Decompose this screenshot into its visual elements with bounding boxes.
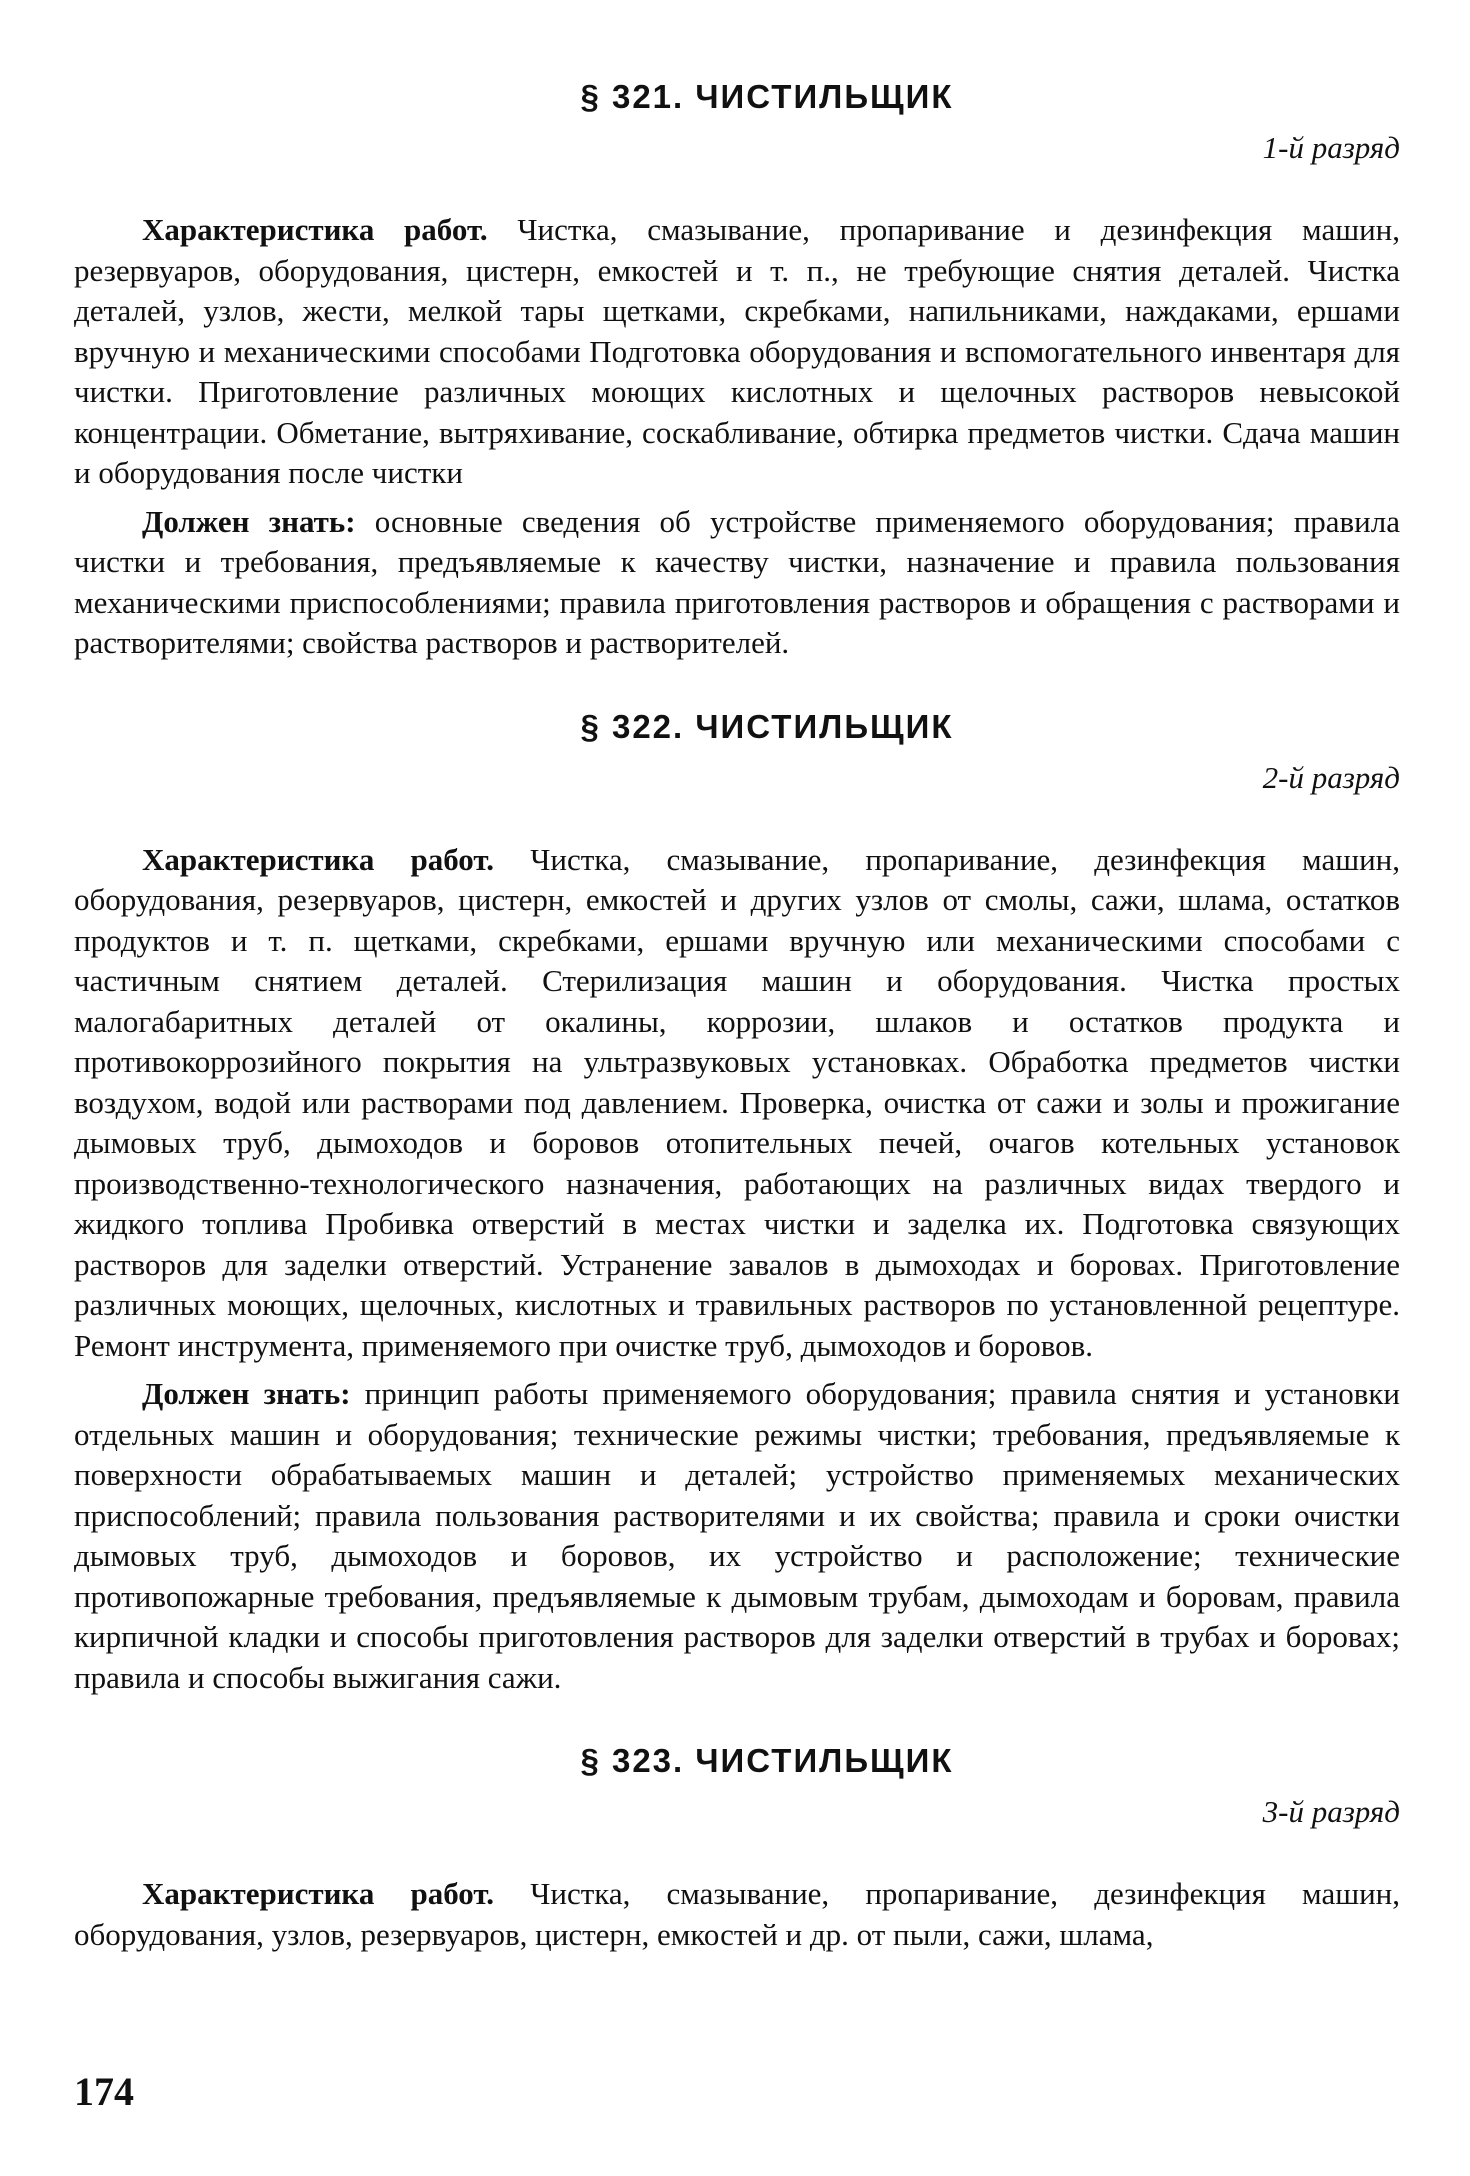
section-title: § 321. ЧИСТИЛЬЩИК bbox=[580, 78, 954, 115]
required-knowledge-text: основные сведения об устройстве применяемого оборудования; правила чистки и требования, предъявляемые к качеству чистки, назначение и правила пользования механическими приспособлениями; правила приготовления растворов и обращения с растворами и растворителями; свойства растворов и растворителей. bbox=[74, 503, 1400, 660]
required-knowledge bbox=[74, 1374, 1400, 1698]
grade-label: 1-й разряд bbox=[1262, 130, 1400, 165]
work-characteristics bbox=[74, 840, 1400, 1367]
grade-label: 3-й разряд bbox=[1262, 1794, 1400, 1829]
section-322 bbox=[74, 708, 1400, 1699]
work-characteristics-text: Чистка, смазывание, пропаривание и дезинфекция машин, резервуаров, оборудования, цистерн, емкостей и т. п., не требующие снятия деталей. Чистка деталей, узлов, жести, мелкой тары щетками, скребками, напильниками, наждаками, ершами вручную и механическими способами Подготовка оборудования и вспомогательного инвентаря для чистки. Приготовление различных моющих кислотных и щелочных растворов невысокой концентрации. Обметание, вытряхивание, соскабливание, обтирка предметов чистки. Сдача машин и оборудования после чистки bbox=[74, 212, 1401, 490]
section-321 bbox=[74, 78, 1400, 664]
work-characteristics-label: Характеристика работ. bbox=[142, 841, 495, 877]
work-characteristics-label: Характеристика работ. bbox=[142, 212, 488, 247]
required-knowledge bbox=[74, 502, 1400, 664]
document-page bbox=[74, 78, 1400, 1955]
section-title: § 323. ЧИСТИЛЬЩИК bbox=[580, 1742, 954, 1779]
required-knowledge-label: Должен знать: bbox=[142, 1376, 351, 1411]
work-characteristics-text: Чистка, смазывание, пропаривание, дезинфекция машин, оборудования, резервуаров, цистерн, емкостей и других узлов от смолы, сажи, шлама, остатков продуктов и т. п. щетками, скребками, ершами вручную или механическими способами с частичным снятием деталей. Стерилизация машин и оборудования. Чистка простых малогабаритных деталей от окалины, коррозии, шлаков и остатков продукта и противокоррозийного покрытия на ультразвуковых установках. Обработка предметов чистки воздухом, водой или растворами под давлением. Проверка, очистка от сажи и золы и прожигание дымовых труб, дымоходов и боровов отопительных печей, очагов котельных установок производственно-технологического назначения, работающих на различных видах твердого и жидкого топлива Пробивка отверстий в местах чистки и заделка их. Подготовка связующих растворов для заделки отверстий. Устранение завалов в дымоходах и боровах. Приготовление различных моющих, щелочных, кислотных и травильных растворов по установленной рецептуре. Ремонт инструмента, применяемого при очистке труб, дымоходов и боровов. bbox=[74, 841, 1400, 1363]
page-number: 174 bbox=[74, 2069, 134, 2114]
required-knowledge-text: принцип работы применяемого оборудования; правила снятия и установки отдельных машин и оборудования; технические режимы чистки; требования, предъявляемые к поверхности обрабатываемых машин и деталей; устройство применяемых механических приспособлений; правила пользования растворителями и их свойства; правила и сроки очистки дымовых труб, дымоходов и боровов, их устройство и расположение; технические противопожарные требования, предъявляемые к дымовым трубам, дымоходам и боровам, правила кирпичной кладки и способы приготовления растворов для заделки отверстий в трубах и боровах; правила и способы выжигания сажи. bbox=[74, 1376, 1400, 1695]
work-characteristics bbox=[74, 1874, 1400, 1955]
required-knowledge-label: Должен знать: bbox=[142, 503, 356, 539]
section-323 bbox=[74, 1742, 1400, 1955]
grade-label: 2-й разряд bbox=[1262, 759, 1400, 795]
work-characteristics bbox=[74, 210, 1400, 494]
work-characteristics-text: Чистка, смазывание, пропаривание, дезинфекция машин, оборудования, узлов, резервуаров, цистерн, емкостей и др. от пыли, сажи, шлама, bbox=[74, 1876, 1400, 1952]
section-title: § 322. ЧИСТИЛЬЩИК bbox=[580, 707, 954, 745]
work-characteristics-label: Характеристика работ. bbox=[142, 1876, 495, 1911]
